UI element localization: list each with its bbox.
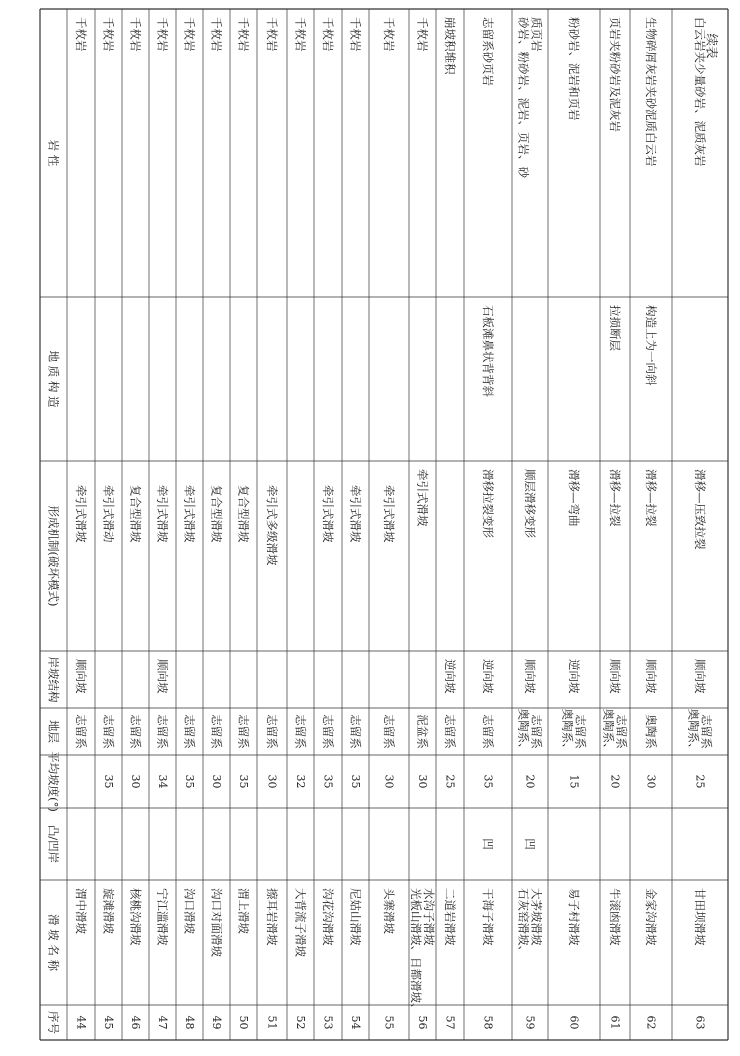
table-row — [443, 17, 457, 1030]
cell-name: 擦耳岩滑坡 — [265, 888, 279, 946]
cell-lithology: 千枚岩 — [128, 17, 143, 52]
cell-slope: 35 — [183, 774, 196, 789]
cell-seq: 44 — [74, 1015, 88, 1030]
cell-name: 二道岩滑坡 — [443, 888, 457, 946]
cell-strata: 志留系 — [321, 714, 335, 749]
cell-mechanism: 复合型滑坡 — [236, 485, 251, 543]
continued-label: 续表 — [704, 33, 720, 59]
cell-mechanism: 滑移—压致拉裂 — [693, 469, 707, 550]
cell-name: 大茅坡滑坡 — [529, 888, 544, 946]
cell-seq: 45 — [102, 1015, 115, 1030]
cell-strata: 志留系 — [293, 714, 308, 749]
cell-mechanism: 滑移—拉裂 — [608, 469, 622, 527]
cell-slope: 25 — [443, 774, 457, 789]
cell-slope: 30 — [382, 774, 396, 789]
cell-slope: 35 — [481, 774, 495, 789]
cell-seq: 56 — [416, 1015, 429, 1030]
cell-seq: 60 — [567, 1015, 581, 1030]
cell-slope: 35 — [102, 774, 115, 789]
table-row — [74, 17, 88, 1030]
header-seq: 序号 — [46, 1011, 61, 1034]
table-row — [156, 17, 170, 1030]
cell-name: 易子村滑坡 — [567, 888, 581, 946]
cell-seq: 59 — [523, 1015, 537, 1030]
cell-slope: 30 — [265, 774, 279, 789]
table-row — [265, 17, 279, 1030]
cell-structure: 逆向坡 — [567, 659, 581, 694]
cell-slope: 20 — [523, 774, 537, 789]
cell-strata: 志留系 — [481, 714, 495, 749]
table-row — [602, 17, 629, 1030]
table-row — [517, 17, 544, 1030]
cell-lithology: 千枚岩 — [265, 17, 279, 52]
cell-convex: 凹 — [481, 838, 495, 850]
cell-lithology: 白云岩夹少量砂岩、泥质灰岩 — [693, 17, 707, 167]
header-geology: 地 质 构 造 — [46, 350, 61, 408]
cell-slope: 35 — [321, 774, 335, 789]
cell-name: 核桃沟滑坡 — [128, 888, 143, 946]
cell-strata: 志留系 — [614, 714, 629, 749]
cell-structure: 顺向坡 — [693, 659, 707, 694]
cell-slope: 35 — [237, 774, 250, 789]
cell-mechanism: 牵引式滑坡 — [348, 485, 363, 543]
cell-lithology: 千枚岩 — [382, 17, 396, 52]
cell-name: 宁江滥滑坡 — [155, 888, 170, 946]
cell-strata: 志留系 — [699, 714, 714, 749]
cell-lithology: 千枚岩 — [348, 17, 363, 52]
cell-slope: 25 — [693, 774, 707, 789]
cell-lithology: 崩坡积堆积 — [443, 17, 457, 75]
cell-geology: 构造上为一向斜 — [644, 305, 658, 386]
cell-strata: 奥陶系、 — [516, 708, 531, 755]
table-row — [321, 17, 335, 1030]
cell-strata: 志留系 — [74, 714, 88, 749]
cell-lithology: 页岩夹粉砂岩及泥灰岩 — [608, 17, 622, 132]
cell-slope: 30 — [416, 774, 429, 789]
cell-mechanism: 牵引式滑坡 — [382, 485, 396, 543]
cell-lithology: 千枚岩 — [155, 17, 170, 52]
cell-strata: 奥陶系、 — [686, 708, 701, 755]
cell-mechanism: 顺层滑移变形 — [523, 469, 537, 538]
cell-slope: 35 — [349, 774, 362, 789]
cell-strata: 志留系 — [209, 714, 224, 749]
cell-name: 牛滚凼滑坡 — [608, 888, 622, 946]
cell-name: 大背流子滑坡 — [293, 888, 308, 957]
cell-mechanism: 牵引式滑动 — [101, 485, 116, 543]
cell-mechanism: 牵引式滑坡 — [415, 469, 430, 527]
cell-mechanism: 复合型滑坡 — [209, 485, 224, 543]
cell-convex: 凹 — [523, 838, 537, 850]
header-lithology: 岩 性 — [46, 139, 61, 167]
cell-mechanism: 牵引式滑坡 — [182, 485, 197, 543]
cell-seq: 55 — [382, 1015, 396, 1030]
cell-mechanism: 牵引式多级滑坡 — [265, 485, 279, 566]
cell-name: 渭上滑坡 — [236, 888, 251, 934]
header-name: 滑 坡 名 称 — [46, 914, 61, 971]
cell-lithology: 千枚岩 — [236, 17, 251, 52]
cell-name: 尼姑山滑坡 — [348, 888, 363, 946]
cell-structure: 顺向坡 — [74, 659, 88, 694]
table-row — [409, 17, 436, 1030]
cell-mechanism: 滑移拉裂变形 — [481, 469, 495, 538]
cell-slope: 15 — [567, 774, 581, 789]
cell-name: 金家沟滑坡 — [644, 888, 658, 946]
table-header — [47, 140, 61, 1035]
cell-name: 沟花沟滑坡 — [321, 888, 335, 946]
table-row — [237, 17, 251, 1030]
cell-seq: 46 — [129, 1015, 142, 1030]
cell-structure: 顺向坡 — [608, 659, 622, 694]
cell-seq: 52 — [294, 1015, 307, 1030]
table-row — [687, 17, 714, 1030]
cell-mechanism: 牵引式滑坡 — [321, 485, 335, 543]
cell-strata: 志留系 — [529, 714, 544, 749]
cell-geology: 石板滩鼻状背背斜 — [481, 305, 495, 397]
cell-lithology: 千枚岩 — [321, 17, 335, 52]
cell-seq: 47 — [156, 1015, 169, 1030]
cell-slope: 30 — [210, 774, 223, 789]
cell-slope: 30 — [644, 774, 658, 789]
cell-seq: 62 — [644, 1015, 658, 1030]
cell-structure: 顺向坡 — [155, 659, 170, 694]
cell-seq: 63 — [693, 1015, 707, 1030]
cell-name: 干海子滑坡 — [481, 888, 495, 946]
cell-slope: 30 — [129, 774, 142, 789]
header-structure: 岸坡结构 — [46, 656, 61, 703]
cell-seq: 54 — [349, 1015, 362, 1030]
cell-lithology: 千枚岩 — [293, 17, 308, 52]
cell-structure: 逆向坡 — [481, 659, 495, 694]
cell-mechanism: 牵引式滑坡 — [155, 485, 170, 543]
cell-structure: 顺向坡 — [523, 659, 537, 694]
cell-name: 甘田坝滑坡 — [693, 888, 707, 946]
cell-name: 头寨滑坡 — [382, 888, 396, 934]
cell-name: 水沟子滑坡 — [422, 888, 436, 946]
cell-seq: 58 — [481, 1015, 495, 1030]
cell-structure: 逆向坡 — [443, 659, 457, 694]
table-row — [183, 17, 197, 1030]
cell-mechanism: 复合型滑坡 — [128, 485, 143, 543]
header-mechanism: 形成机制(破坏模式) — [46, 505, 61, 607]
cell-slope: 20 — [608, 774, 622, 789]
table-row — [129, 17, 143, 1030]
cell-lithology: 志留系砂页岩 — [481, 17, 495, 86]
cell-mechanism: 滑移—拉裂 — [644, 469, 658, 527]
cell-strata: 志留系 — [182, 714, 197, 749]
cell-seq: 51 — [265, 1015, 279, 1030]
header-strata: 地层 — [46, 720, 61, 743]
header-convex: 凸/凹岸 — [46, 824, 61, 864]
cell-strata: 志留系 — [265, 714, 279, 749]
cell-lithology: 粉砂岩、泥岩和页岩 — [567, 17, 581, 121]
cell-seq: 57 — [443, 1015, 457, 1030]
cell-name: 旋滩滑坡 — [101, 888, 116, 934]
cell-seq: 48 — [183, 1015, 196, 1030]
cell-strata: 志留系 — [236, 714, 251, 749]
cell-name: 渭中滑坡 — [74, 888, 88, 934]
cell-strata: 奥陶系、 — [560, 708, 575, 755]
cell-strata: 奥陶系、 — [601, 708, 616, 755]
cell-lithology: 千枚岩 — [182, 17, 197, 52]
cell-strata: 奥陶系 — [644, 714, 658, 749]
cell-lithology: 千枚岩 — [74, 17, 88, 52]
cell-geology: 拉损断层 — [608, 305, 622, 351]
cell-strata: 志留系 — [382, 714, 396, 749]
cell-slope: 32 — [294, 774, 307, 789]
cell-name: 沟口对面滑坡 — [209, 888, 224, 957]
cell-strata: 志留系 — [128, 714, 143, 749]
cell-strata: 志留系 — [155, 714, 170, 749]
cell-seq: 61 — [608, 1015, 622, 1030]
cell-structure: 顺向坡 — [644, 659, 658, 694]
cell-lithology: 砂岩、粉砂岩、泥岩、页岩、砂 — [516, 17, 531, 178]
table-row — [382, 17, 396, 1030]
cell-mechanism: 滑移—弯曲 — [567, 469, 581, 527]
cell-name: 石灰窑滑坡、 — [516, 888, 531, 957]
cell-lithology: 生物碎屑灰岩夹砂泥质白云岩 — [644, 17, 658, 167]
cell-name: 光板山滑坡、日都滑坡、 — [409, 888, 423, 1015]
cell-slope: 34 — [156, 774, 169, 789]
cell-lithology: 质页岩 — [529, 17, 544, 52]
cell-mechanism: 牵引式滑坡 — [74, 485, 88, 543]
table-row — [210, 17, 224, 1030]
cell-name: 沟口滑坡 — [182, 888, 197, 934]
table-row — [294, 17, 308, 1030]
cell-seq: 49 — [210, 1015, 223, 1030]
cell-strata: 志留系 — [573, 714, 588, 749]
cell-lithology: 千枚岩 — [101, 17, 116, 52]
cell-strata: 志留系 — [348, 714, 363, 749]
table-row — [561, 17, 588, 1030]
cell-seq: 50 — [237, 1015, 250, 1030]
table-row — [644, 17, 658, 1030]
cell-strata: 志留系 — [101, 714, 116, 749]
cell-lithology: 千枚岩 — [415, 17, 430, 52]
table-row — [481, 17, 495, 1030]
cell-strata: 志留系 — [443, 714, 457, 749]
cell-lithology: 千枚岩 — [209, 17, 224, 52]
table-row — [102, 17, 116, 1030]
table-body — [74, 17, 714, 1030]
table-row — [349, 17, 363, 1030]
header-slope: 平均坡度(°) — [46, 751, 61, 812]
cell-seq: 53 — [321, 1015, 335, 1030]
cell-strata: 泥盆系 — [415, 714, 430, 749]
